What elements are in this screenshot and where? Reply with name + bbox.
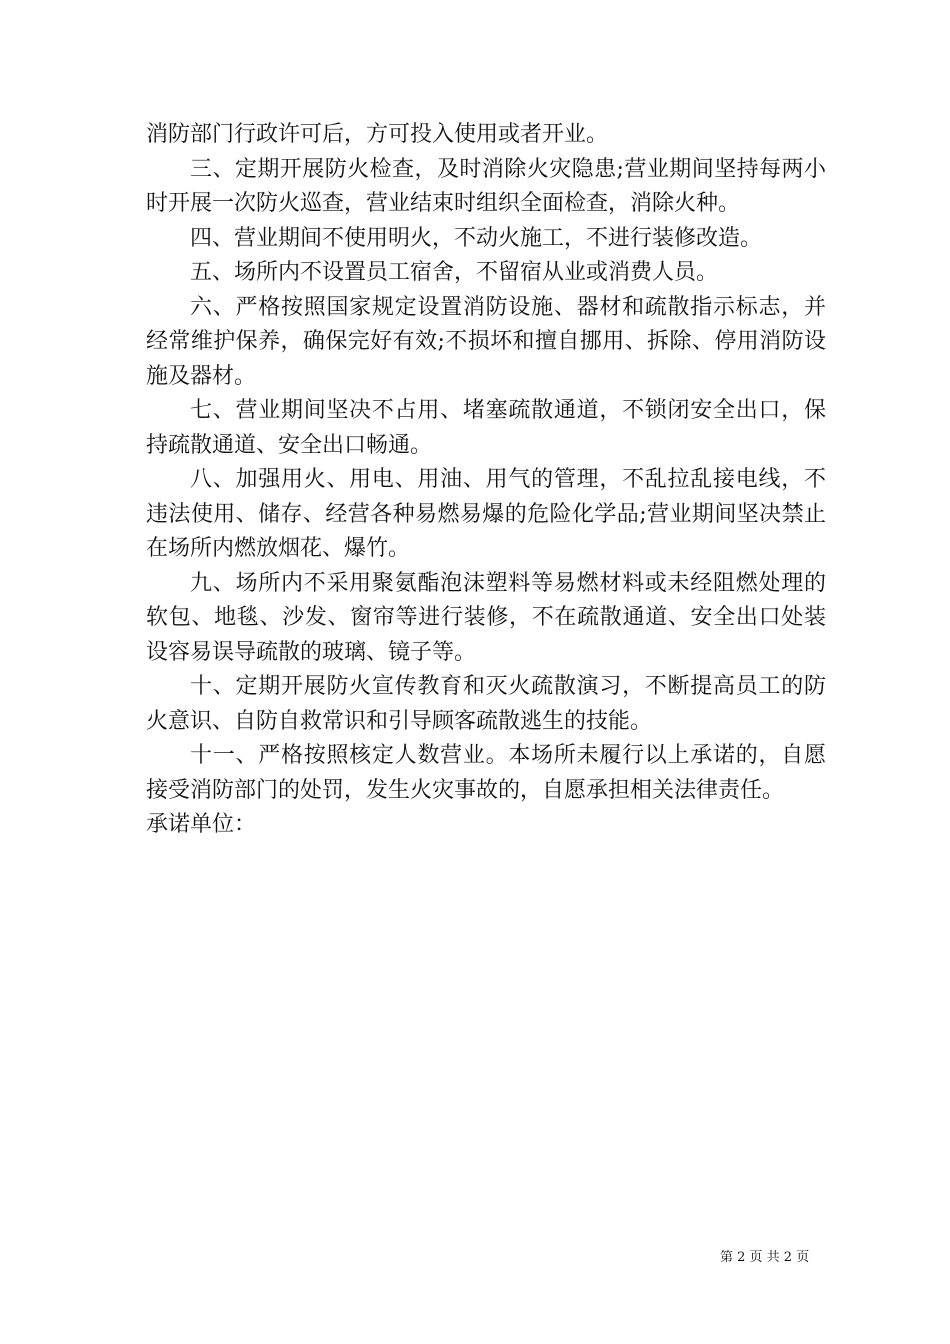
paragraph-continuation: 消防部门行政许可后，方可投入使用或者开业。	[146, 122, 609, 147]
page-number-footer: 第 2 页 共 2 页	[720, 1250, 810, 1265]
signing-unit-label: 承诺单位：	[146, 812, 257, 837]
clause-8: 八、加强用火、用电、用油、用气的管理，不乱拉乱接电线，不违法使用、储存、经营各种易燃易爆的危险化学品;营业期间坚决禁止在场所内燃放烟花、爆竹。	[146, 467, 826, 561]
clause-6: 六、严格按照国家规定设置消防设施、器材和疏散指示标志，并经常维护保养，确保完好有效;不损坏和擅自挪用、拆除、停用消防设施及器材。	[146, 294, 826, 389]
clause-10: 十、定期开展防火宣传教育和灭火疏散演习，不断提高员工的防火意识、自防自救常识和引导顾客疏散逃生的技能。	[146, 674, 826, 734]
clause-3: 三、定期开展防火检查，及时消除火灾隐患;营业期间坚持每两小时开展一次防火巡查，营业结束时组织全面检查，消除火种。	[146, 156, 826, 216]
clause-5: 五、场所内不设置员工宿舍，不留宿从业或消费人员。	[190, 260, 719, 285]
clause-7: 七、营业期间坚决不占用、堵塞疏散通道，不锁闭安全出口，保持疏散通道、安全出口畅通。	[146, 398, 826, 458]
clause-4: 四、营业期间不使用明火，不动火施工，不进行装修改造。	[190, 225, 763, 251]
clause-11: 十一、严格按照核定人数营业。本场所未履行以上承诺的，自愿接受消防部门的处罚，发生火灾事故的，自愿承担相关法律责任。	[146, 743, 826, 803]
clause-9: 九、场所内不采用聚氨酯泡沫塑料等易燃材料或未经阻燃处理的软包、地毯、沙发、窗帘等进行装修，不在疏散通道、安全出口处装设容易误导疏散的玻璃、镜子等。	[146, 570, 826, 665]
document-body	[146, 118, 826, 843]
